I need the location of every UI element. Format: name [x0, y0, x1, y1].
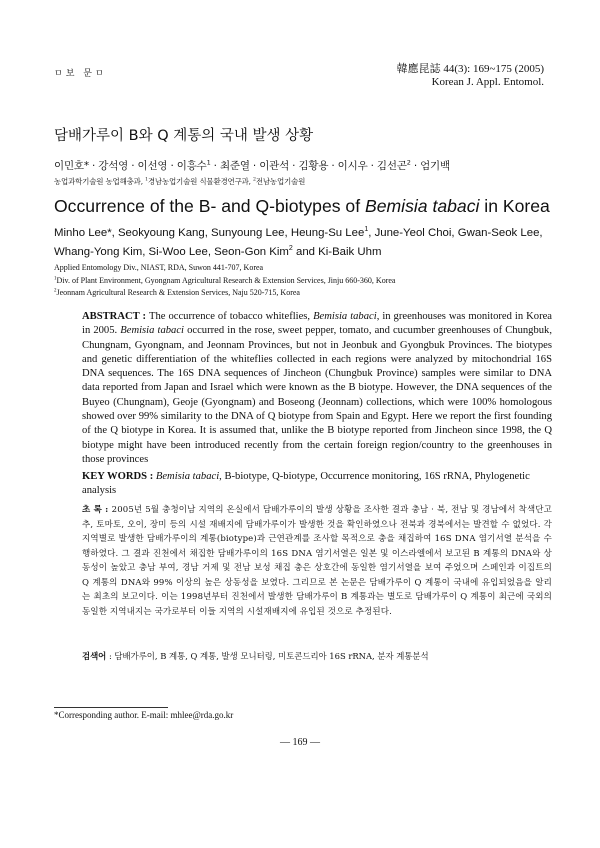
author-superscript: 1 — [364, 226, 369, 234]
abstract-text: occurred in the rose, sweet pepper, tomato, and cucumber greenhouses of Chungbuk, Chungnam, Gyongnam, and Jeonnam Provinces, but not in Jeonbuk and Gyongbuk Provinces. The biotypes and genetic differentiation of the whiteflies collected in each regions were analyzed by mitochondrial 16S DNA sequences. The 16S DNA sequences of Jincheon (Chungbuk Province) samples were similar to DNA data reported from Japan and Israel which were known as the B biotype. However, the DNA sequences of the Buyeo (Chungnam), Geoje (Gyongnam) and Boseong (Jeonnam) collections, which were 100% homologous showed over 99% similarity to the DNA of Q biotype from Spain and Egypt. Here we report the first founding of the Q biotype in Korea. It is assumed that, unlike the B biotype reported from Jincheon since 1998, the Q biotype might have been introduced recently from the certain foreign region/country to the greenhouses in those provinces — [82, 325, 553, 465]
affiliation-line: Applied Entomology Div., NIAST, RDA, Suwon 441-707, Korea — [54, 263, 264, 272]
english-authors-part: and Ki-Baik Uhm — [292, 246, 382, 258]
abstract-species: Bemisia tabaci — [313, 311, 377, 322]
english-title-part: in Korea — [479, 196, 550, 216]
abstract-text: The occurrence of tobacco whiteflies, — [149, 311, 314, 322]
english-authors-line — [54, 224, 554, 243]
korean-keywords — [82, 650, 552, 662]
korean-keywords-text: : 담배가루이, B 계통, Q 계통, 발생 모니터링, 미토콘드리아 16S rRNA, 분자 계통분석 — [106, 651, 429, 661]
affiliation-text: Jeonnam Agricultural Research & Extension Services, Naju 520-715, Korea — [56, 288, 300, 297]
korean-affiliation-part: 농업과학기술원 농업해충과, — [54, 177, 146, 186]
korean-abstract-text: 2005년 5월 충청이남 지역의 온실에서 담배가루이의 발생 상황을 조사한 결과 충남 · 북, 전남 및 경남에서 착색단고추, 토마토, 오이, 장미 등의 시설 재배지에 담배가루이가 발생한 것을 확인하였으나 전북과 경북에서는 발견할 수 없었다. 각 지역별로 발생한 담배가루이의 계통(biotype)과 근연관계를 조사할 목적으로 충을 채집하여 16S DNA 염기서열 분석을 수행하였다. 그 결과 진천에서 채집한 담배가루이의 16S DNA 염기서열은 일본 및 이스라엘에서 보고된 B 계통의 DNA와 상동성이 높았고 충남 부여, 경남 거제 및 전남 보성 채집 충은 상호간에 동일한 염기서열을 보여 주었으며 스페인과 이집트의 Q 계통의 DNA와 99% 이상의 높은 상동성을 보였다. 그리므로 본 논문은 담배가루이 Q 계통이 국내에 유입되었음을 알리는 최초의 보고이다. 이는 1998년부터 진천에서 발생한 담배가루이 B 계통과는 별도로 담배가루이 Q 계통이 최근에 국외의 동일한 지역내지는 국가로부터 이들 지역의 시설재배지에 유입된 것으로 추정된다. — [82, 505, 552, 617]
affiliation-superscript: 1 — [54, 275, 57, 281]
abstract-species: Bemisia tabaci — [120, 325, 184, 337]
journal-citation: 韓應昆誌 44(3): 169~175 (2005) — [396, 63, 544, 75]
affiliation-superscript: 2 — [253, 177, 256, 183]
affiliation-superscript: 2 — [54, 288, 57, 294]
english-authors-line — [54, 243, 554, 262]
section-label: ㅁ보 문ㅁ — [54, 69, 107, 79]
footnote: *Corresponding author. E-mail: mhlee@rda.go.kr — [54, 710, 234, 720]
english-authors-part: Whang-Yong Kim, Si-Woo Lee, Seon-Gon Kim — [54, 246, 289, 258]
footnote-rule — [54, 707, 168, 708]
keywords-species: Bemisia tabaci — [155, 471, 220, 482]
english-authors-part: , June-Yeol Choi, Gwan-Seok Lee, — [368, 227, 543, 239]
korean-authors — [54, 158, 450, 173]
author-superscript: 1 — [206, 158, 211, 167]
author-superscript: 2 — [288, 245, 293, 253]
abstract-label: ABSTRACT : — [82, 311, 150, 322]
korean-affiliation-part: 전남농업기술원 — [255, 177, 306, 186]
korean-authors-part: · 최준열 · 이관석 · 김황용 · 이시우 · 김선곤 — [210, 160, 407, 172]
journal-name-en: Korean J. Appl. Entomol. — [431, 76, 544, 88]
affiliation-superscript: 1 — [145, 177, 148, 183]
english-title-part: Occurrence of the B- and Q-biotypes of — [54, 196, 365, 216]
english-authors-part: Minho Lee*, Seokyoung Kang, Sunyoung Lee, Heung-Su Lee — [54, 227, 365, 239]
english-affiliations — [54, 262, 395, 300]
affiliation-line — [54, 287, 395, 300]
page-number: — 169 — — [280, 737, 320, 748]
abstract — [82, 310, 552, 467]
english-title-species: Bemisia tabaci — [364, 196, 480, 216]
english-title — [54, 196, 550, 217]
english-authors — [54, 224, 554, 262]
keywords-text: , B-biotype, Q-biotype, Occurrence monitoring, 16S rRNA, Phylogenetic analysis — [82, 471, 530, 497]
korean-affiliation — [54, 176, 305, 187]
abstract-text: , in greenhouses was monitored in Korea in 2005. — [82, 311, 553, 337]
affiliation-line — [54, 275, 395, 288]
keywords — [82, 470, 552, 499]
author-superscript: 2 — [406, 158, 411, 167]
korean-abstract-label: 초 록 : — [82, 505, 112, 515]
keywords-label: KEY WORDS : — [82, 471, 156, 482]
affiliation-text: Div. of Plant Environment, Gyongnam Agricultural Research & Extension Services, Jinju 660-360, Korea — [56, 275, 396, 285]
journal-header — [397, 63, 544, 89]
korean-affiliation-part: 경남농업기술원 식물환경연구과, — [147, 177, 254, 186]
korean-authors-part: · 엄기백 — [410, 160, 450, 172]
korean-abstract — [82, 503, 552, 619]
korean-keywords-label: 검색어 — [82, 651, 107, 661]
korean-authors-part: 이민호* · 강석영 · 이선영 · 이흥수 — [54, 160, 207, 172]
korean-title: 담배가루이 B와 Q 계통의 국내 발생 상황 — [54, 128, 314, 144]
